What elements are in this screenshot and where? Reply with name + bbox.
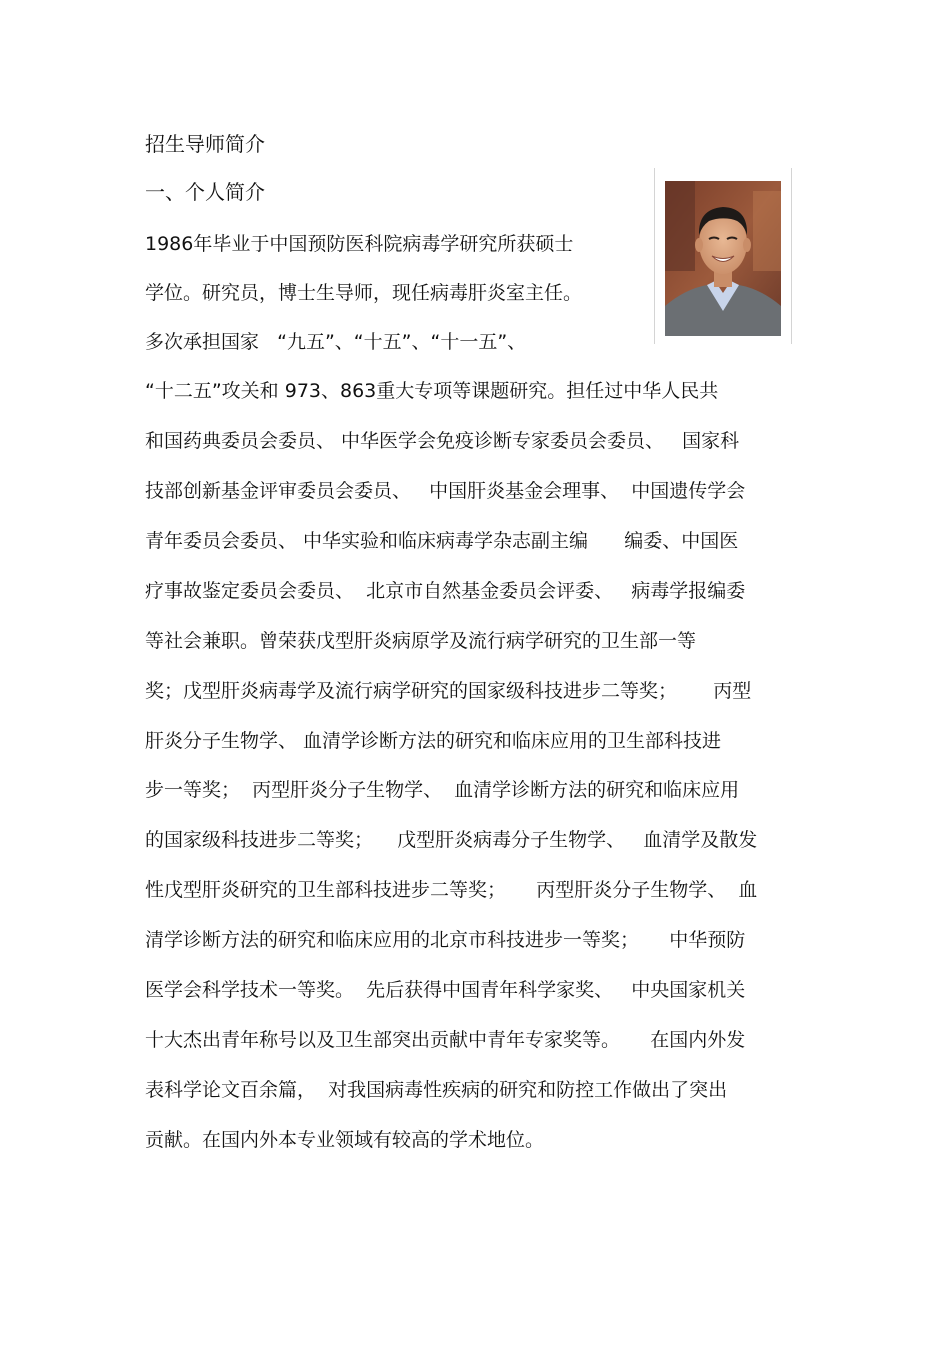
bio-line: 清学诊断方法的研究和临床应用的北京市科技进步一等奖； 中华预防 <box>145 929 746 951</box>
bio-line: 肝炎分子生物学、 血清学诊断方法的研究和临床应用的卫生部科技进 <box>145 730 722 752</box>
page-title: 招生导师简介 <box>145 132 265 156</box>
portrait-photo <box>665 181 781 336</box>
bio-line: 技部创新基金评审委员会委员、 中国肝炎基金会理事、 中国遗传学会 <box>145 480 746 502</box>
bio-line: 的国家级科技进步二等奖； 戊型肝炎病毒分子生物学、 血清学及散发 <box>145 829 758 851</box>
bio-line: 疗事故鉴定委员会委员、 北京市自然基金委员会评委、 病毒学报编委 <box>145 580 746 602</box>
portrait-photo-frame <box>654 168 792 344</box>
bio-line: 医学会科学技术一等奖。 先后获得中国青年科学家奖、 中央国家机关 <box>145 979 746 1001</box>
bio-line: 十大杰出青年称号以及卫生部突出贡献中青年专家奖等。 在国内外发 <box>145 1029 746 1051</box>
bio-line: 多次承担国家 “九五”、“十五”、“十一五”、 <box>145 331 527 353</box>
bio-line: 和国药典委员会委员、 中华医学会免疫诊断专家委员会委员、 国家科 <box>145 430 740 452</box>
bio-line: 等社会兼职。曾荣获戊型肝炎病原学及流行病学研究的卫生部一等 <box>145 630 697 652</box>
bio-line: 学位。研究员，博士生导师，现任病毒肝炎室主任。 <box>145 282 583 304</box>
bio-line: “十二五”攻关和 973、863重大专项等课题研究。担任过中华人民共 <box>145 380 719 402</box>
bio-line: 奖；戊型肝炎病毒学及流行病学研究的国家级科技进步二等奖； 丙型 <box>145 680 752 702</box>
bio-line: 贡献。在国内外本专业领域有较高的学术地位。 <box>145 1129 545 1151</box>
bio-line: 步一等奖； 丙型肝炎分子生物学、 血清学诊断方法的研究和临床应用 <box>145 779 740 801</box>
bio-line: 性戊型肝炎研究的卫生部科技进步二等奖； 丙型肝炎分子生物学、 血 <box>145 879 758 901</box>
bio-line: 1986年毕业于中国预防医科院病毒学研究所获硕士 <box>145 233 574 255</box>
bio-line: 表科学论文百余篇， 对我国病毒性疾病的研究和防控工作做出了突出 <box>145 1079 728 1101</box>
bio-line: 青年委员会委员、 中华实验和临床病毒学杂志副主编 编委、中国医 <box>145 530 739 552</box>
section-heading: 一、个人简介 <box>145 180 265 204</box>
